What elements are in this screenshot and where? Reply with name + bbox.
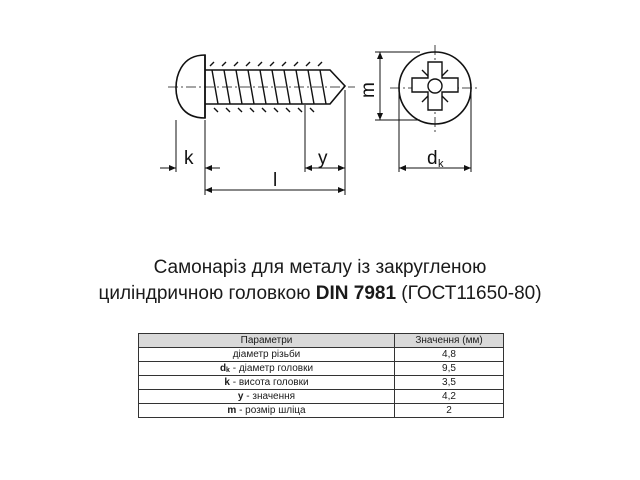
param-desc: - діаметр головки bbox=[229, 363, 314, 374]
value-cell: 4,2 bbox=[395, 390, 504, 404]
dimension-label-m: m bbox=[358, 82, 379, 98]
param-symbol-subscript: k bbox=[226, 367, 230, 374]
table-row bbox=[139, 348, 504, 362]
value-cell: 2 bbox=[395, 404, 504, 418]
caption-suffix: (ГОСТ11650-80) bbox=[396, 283, 542, 304]
param-symbol: m bbox=[227, 405, 237, 416]
caption-line-1: Самонаріз для металу із закругленою bbox=[153, 257, 487, 278]
value-cell: 9,5 bbox=[395, 362, 504, 376]
screw-head-side bbox=[176, 55, 205, 118]
dimension-label-dk: d bbox=[427, 148, 438, 169]
param-cell bbox=[139, 362, 395, 376]
table-row bbox=[139, 390, 504, 404]
param-desc: - розмір шліца bbox=[236, 405, 306, 416]
parameters-table bbox=[138, 333, 504, 418]
param-cell bbox=[139, 348, 395, 362]
param-cell bbox=[139, 404, 395, 418]
param-desc: - висота головки bbox=[229, 377, 309, 388]
param-symbol: k bbox=[224, 377, 230, 388]
dimension-label-l: l bbox=[273, 170, 278, 191]
caption-prefix: циліндричною головкою bbox=[98, 283, 316, 304]
value-cell: 4,8 bbox=[395, 348, 504, 362]
caption-standard: DIN 7981 bbox=[315, 283, 397, 304]
param-cell bbox=[139, 376, 395, 390]
table-row bbox=[139, 362, 504, 376]
dimension-label-y: y bbox=[318, 148, 328, 169]
header-parameters: Параметри bbox=[139, 334, 395, 348]
table-row bbox=[139, 404, 504, 418]
param-symbol: y bbox=[237, 391, 244, 402]
cross-recess bbox=[412, 62, 458, 110]
dimension-label-dk-subscript: k bbox=[438, 158, 444, 170]
caption-line-2 bbox=[0, 282, 640, 306]
header-value: Значення (мм) bbox=[395, 334, 504, 348]
table-row bbox=[139, 376, 504, 390]
dimension-label-k: k bbox=[184, 148, 194, 169]
param-symbol: d bbox=[219, 363, 227, 374]
table-header-row bbox=[139, 334, 504, 348]
value-cell: 3,5 bbox=[395, 376, 504, 390]
param-desc: - значення bbox=[243, 391, 296, 402]
param-desc: діаметр різьби bbox=[232, 349, 301, 360]
param-cell bbox=[139, 390, 395, 404]
